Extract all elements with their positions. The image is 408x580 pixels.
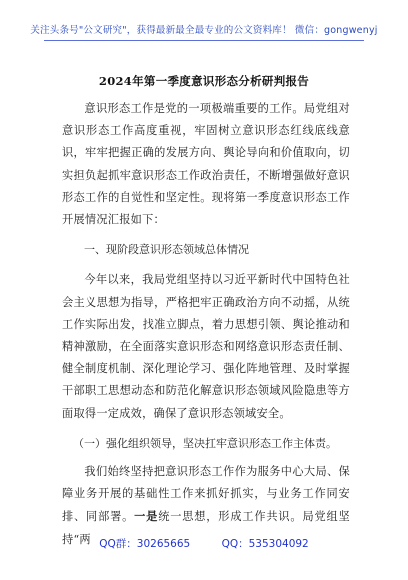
header-divider [44,40,364,41]
document-body [62,98,350,551]
page-header: 关注头条号"公文研究"，获得最新最全最专业的公文资料库！ 微信：gongwenyj [30,25,378,36]
page-footer [0,536,408,551]
section-heading: 一、现阶段意识形态领域总体情况 [84,243,249,257]
subsection-heading: （一）强化组织领导，坚决扛牢意识形态工作主体责。 [73,436,337,450]
subsection-bold-marker: 一是 [134,509,159,524]
subsection-text-a: 我们始终坚持把意识形态工作作为服务中心大局、保障业务开展的基础性工作来抓好抓实，与业务工作同安排、同部署。 [62,465,350,524]
footer-qq-group: QQ群：30265665 [99,538,191,550]
subsection-text-b: 统一思想，形成工作共识。局党组坚持“两 [62,510,350,546]
section-paragraph: 今年以来，我局党组坚持以习近平新时代中国特色社会主义思想为指导，严格把牢正确政治方向不动摇，从统工作实际出发，找准立脚点，着力思想引领、舆论推动和精神激励，在全面落实意识形态和网络意识形态责任制、健全制度机制、深化理论学习、强化阵地管理、及时掌握干部职工思想动态和防范化解意识形态领域风险隐患等方面取得一定成效，确保了意识形态领域安全。 [62,273,350,420]
intro-paragraph: 意识形态工作是党的一项极端重要的工作。局党组对意识形态工作高度重视，牢固树立意识形态红线底线意识，牢牢把握正确的发展方向、舆论导向和价值取向，切实担负起抓牢意识形态工作政治责任，不断增强做好意识形态工作的自觉性和坚定性。现将第一季度意识形态工作开展情况汇报如下： [62,102,350,227]
document-title: 2024年第一季度意识形态分析研判报告 [98,74,310,88]
footer-qq: QQ：535304092 [221,538,309,550]
